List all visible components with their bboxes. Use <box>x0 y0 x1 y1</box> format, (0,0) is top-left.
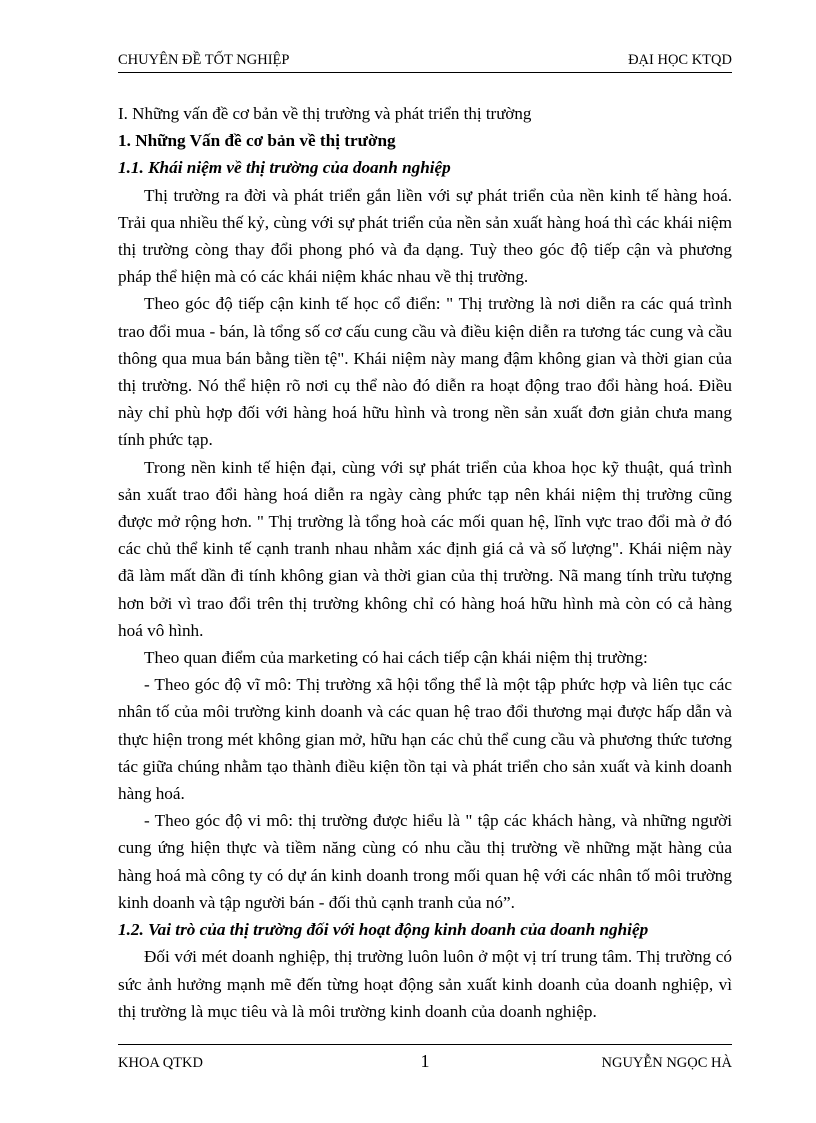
paragraph: Thị trường ra đời và phát triển gắn liền với sự phát triển của nền kinh tế hàng hoá. Trải qua nhiều thế kỷ, cùng với sự phát triển của nền sản xuất hàng hoá thì các khái niệm thị trường còng thay đổi phong phó và đa dạng. Tuỳ theo góc độ tiếp cận và phương pháp thể hiện mà có các khái niệm khác nhau về thị trường. <box>118 185 732 287</box>
document-body <box>118 100 732 1025</box>
page-number: 1 <box>420 1051 430 1071</box>
page-header <box>118 50 732 73</box>
paragraph: Trong nền kinh tế hiện đại, cùng với sự phát triển của khoa học kỹ thuật, quá trình sản xuất trao đổi hàng hoá diễn ra ngày càng phức tạp nên khái niệm thị trường cũng được mở rộng hơn. " Thị trường là tổng hoà các mối quan hệ, lĩnh vực trao đổi mà ở đó các chủ thể kinh tế cạnh tranh nhau nhằm xác định giá cả và số lượng". Khái niệm này đã làm mất dần đi tính không gian và thời gian của thị trường. Nã mang tính trừu tượng hơn bởi vì trao đổi trên thị trường không chỉ có hàng hoá hữu hình mà còn có cả hàng hoá vô hình. <box>118 457 732 640</box>
paragraph: - Theo góc độ vĩ mô: Thị trường xã hội tổng thể là một tập phức hợp và liên tục các nhân tố của môi trường kinh doanh và các quan hệ trao đổi thương mại được hấp dẫn và thực hiện trong mét không gian mở, hữu hạn các chủ thể cung cầu và phương thức tương tác giữa chúng nhằm tạo thành điều kiện tồn tại và phát triển cho sản xuất và kinh doanh hàng hoá. <box>118 675 732 804</box>
footer-right-text: NGUYỄN NGỌC HÀ <box>601 1055 732 1071</box>
page-footer <box>118 1044 732 1075</box>
footer-left-text: KHOA QTKD <box>118 1055 203 1071</box>
header-right-text: ĐẠI HỌC KTQD <box>628 52 732 68</box>
subsection-title: 1. Những Vấn đề cơ bản về thị trường <box>118 131 396 151</box>
heading-1-1: 1.1. Khái niệm về thị trường của doanh nghiệp <box>118 158 451 178</box>
header-left-text: CHUYÊN ĐỀ TỐT NGHIỆP <box>118 52 290 68</box>
paragraph: Đối với mét doanh nghiệp, thị trường luôn luôn ở một vị trí trung tâm. Thị trường có sức ảnh hưởng mạnh mẽ đến từng hoạt động sản xuất kinh doanh của doanh nghiệp, vì thị trường là mục tiêu và là môi trường kinh doanh của doanh nghiệp. <box>118 947 732 1021</box>
section-title: I. Những vấn đề cơ bản về thị trường và phát triển thị trường <box>118 104 532 123</box>
paragraph: Theo quan điểm của marketing có hai cách tiếp cận khái niệm thị trường: <box>144 648 648 668</box>
paragraph: Theo góc độ tiếp cận kinh tế học cổ điển: " Thị trường là nơi diễn ra các quá trình trao đổi mua - bán, là tổng số cơ cấu cung cầu và điều kiện diễn ra tương tác cung và cầu thông qua mua bán bằng tiền tệ". Khái niệm này mang đậm không gian và thời gian của thị trường. Nó thể hiện rõ nơi cụ thể nào đó diễn ra hoạt động trao đổi hàng hoá. Điều này chỉ phù hợp đối với hàng hoá hữu hình và trong nền sản xuất đơn giản chưa mang tính phức tạp. <box>118 294 732 450</box>
paragraph: - Theo góc độ vi mô: thị trường được hiểu là " tập các khách hàng, và những người cung ứng hiện thực và tiềm năng cùng có nhu cầu thị trường về những mặt hàng của hàng hoá mà công ty có dự án kinh doanh trong mối quan hệ với các nhân tố môi trường kinh doanh và tập người bán - đối thủ cạnh tranh của nó”. <box>118 811 732 912</box>
heading-1-2: 1.2. Vai trò của thị trường đối với hoạt động kinh doanh của doanh nghiệp <box>118 920 649 940</box>
